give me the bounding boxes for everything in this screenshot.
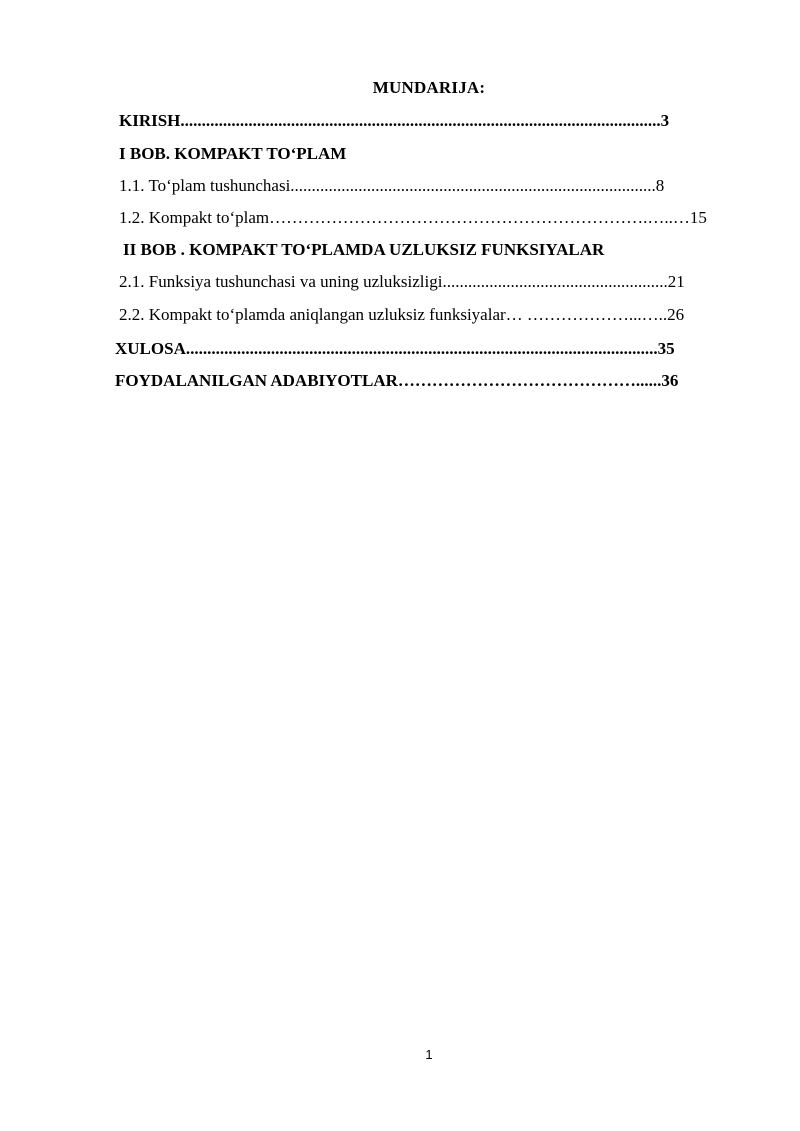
toc-section-1-2[interactable]: 1.2. Kompakt to‘plam………………………………………………………….…..…15 <box>119 208 707 227</box>
toc-entry-xulosa[interactable]: XULOSA...............................................................................................................35 <box>115 339 675 358</box>
toc-chapter-1[interactable]: I BOB. KOMPAKT TO‘PLAM <box>119 144 347 163</box>
toc-section-2-1[interactable]: 2.1. Funksiya tushunchasi va uning uzluksizligi.....................................................21 <box>119 272 685 291</box>
toc-section-1-1[interactable]: 1.1. To‘plam tushunchasi......................................................................................8 <box>119 176 665 195</box>
toc-section-2-2[interactable]: 2.2. Kompakt to‘plamda aniqlangan uzluksiz funksiyalar… ………………...…..26 <box>119 305 685 324</box>
page-title: MUNDARIJA: <box>372 78 486 97</box>
toc-entry-adabiyotlar[interactable]: FOYDALANILGAN ADABIYOTLAR……………………………………......36 <box>115 371 679 390</box>
toc-entry-kirish[interactable]: KIRISH.................................................................................................................3 <box>119 111 670 130</box>
page-number: 1 <box>425 1047 433 1062</box>
toc-chapter-2[interactable]: II BOB . KOMPAKT TO‘PLAMDA UZLUKSIZ FUNKSIYALAR <box>123 240 605 259</box>
